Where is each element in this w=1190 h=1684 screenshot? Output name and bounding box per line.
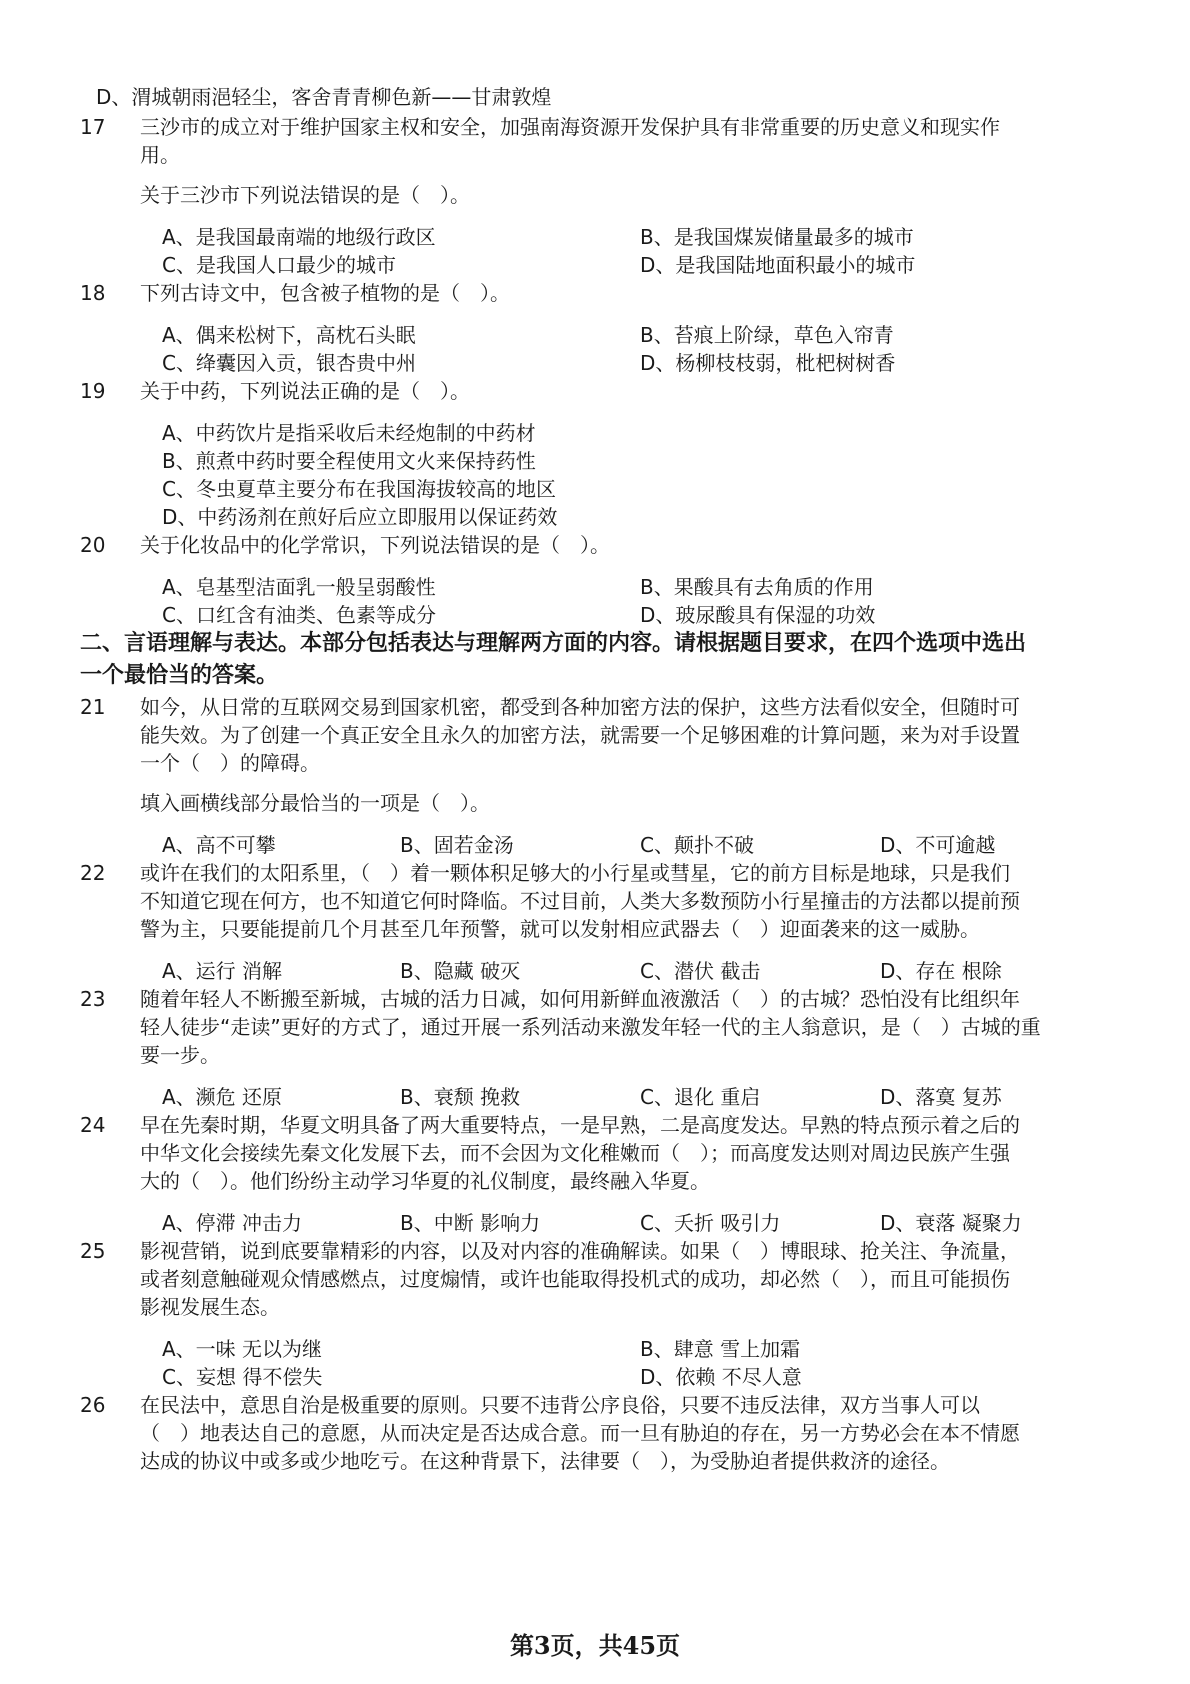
question-19-stem: 关于中药，下列说法正确的是（ ）。	[140, 379, 470, 403]
section-2-heading-line-2: 一个最恰当的答案。	[80, 663, 279, 688]
question-25-option-b[interactable]: B、肆意 雪上加霜	[640, 1337, 801, 1361]
question-21-option-b[interactable]: B、固若金汤	[400, 833, 514, 857]
question-21-stem-line-1: 如今，从日常的互联网交易到国家机密，都受到各种加密方法的保护，这些方法看似安全，但随时可	[140, 695, 1020, 719]
question-17-option-a[interactable]: A、是我国最南端的地级行政区	[162, 225, 436, 249]
question-24-option-d[interactable]: D、衰落 凝聚力	[880, 1211, 1022, 1235]
question-26-stem-line-3: 达成的协议中或多或少地吃亏。在这种背景下，法律要（ ），为受胁迫者提供救济的途径。	[140, 1449, 950, 1473]
question-21-option-c[interactable]: C、颠扑不破	[640, 833, 754, 857]
question-21-number: 21	[80, 695, 106, 719]
question-21-option-a[interactable]: A、高不可攀	[162, 833, 276, 857]
question-22-option-b[interactable]: B、隐藏 破灭	[400, 959, 521, 983]
question-25-option-a[interactable]: A、一味 无以为继	[162, 1337, 323, 1361]
question-23-stem-line-1: 随着年轻人不断搬至新城，古城的活力日减，如何用新鲜血液激活（ ）的古城？恐怕没有比组织年	[140, 987, 1020, 1011]
question-20-option-c[interactable]: C、口红含有油类、色素等成分	[162, 603, 436, 627]
question-21-stem-line-2: 能失效。为了创建一个真正安全且永久的加密方法，就需要一个足够困难的计算问题，来为对手设置	[140, 723, 1020, 747]
question-19-option-b[interactable]: B、煎煮中药时要全程使用文火来保持药性	[162, 449, 536, 473]
question-18-option-a[interactable]: A、偶来松树下，高枕石头眠	[162, 323, 416, 347]
question-17-number: 17	[80, 115, 106, 139]
question-24-option-a[interactable]: A、停滞 冲击力	[162, 1211, 303, 1235]
question-20-number: 20	[80, 533, 106, 557]
question-19-option-d[interactable]: D、中药汤剂在煎好后应立即服用以保证药效	[162, 505, 558, 529]
question-19-number: 19	[80, 379, 106, 403]
question-22-number: 22	[80, 861, 106, 885]
question-17-option-d[interactable]: D、是我国陆地面积最小的城市	[640, 253, 916, 277]
page-footer: 第3页，共45页	[509, 1631, 681, 1660]
question-18-option-b[interactable]: B、苔痕上阶绿，草色入帘青	[640, 323, 894, 347]
question-23-option-a[interactable]: A、濒危 还原	[162, 1085, 283, 1109]
question-17-option-b[interactable]: B、是我国煤炭储量最多的城市	[640, 225, 914, 249]
question-19-option-a[interactable]: A、中药饮片是指采收后未经炮制的中药材	[162, 421, 536, 445]
section-2-heading-line-1: 二、言语理解与表达。本部分包括表达与理解两方面的内容。请根据题目要求，在四个选项中选出	[80, 631, 1027, 656]
question-22-option-c[interactable]: C、潜伏 截击	[640, 959, 761, 983]
question-25-number: 25	[80, 1239, 106, 1263]
question-17-option-c[interactable]: C、是我国人口最少的城市	[162, 253, 396, 277]
question-23-option-b[interactable]: B、衰颓 挽救	[400, 1085, 521, 1109]
question-24-option-c[interactable]: C、夭折 吸引力	[640, 1211, 781, 1235]
question-17-prompt: 关于三沙市下列说法错误的是（ ）。	[140, 183, 470, 207]
question-19-option-c[interactable]: C、冬虫夏草主要分布在我国海拔较高的地区	[162, 477, 556, 501]
question-20-option-b[interactable]: B、果酸具有去角质的作用	[640, 575, 874, 599]
lead-option-d: D、渭城朝雨浥轻尘，客舍青青柳色新——甘肃敦煌	[96, 85, 552, 109]
question-25-stem-line-2: 或者刻意触碰观众情感燃点，过度煽情，或许也能取得投机式的成功，却必然（ ），而且可能损伤	[140, 1267, 1010, 1291]
question-25-stem-line-1: 影视营销，说到底要靠精彩的内容，以及对内容的准确解读。如果（ ）博眼球、抢关注、争流量，	[140, 1239, 1020, 1263]
question-26-stem-line-2: （ ）地表达自己的意愿，从而决定是否达成合意。而一旦有胁迫的存在，另一方势必会在本不情愿	[140, 1421, 1020, 1445]
question-25-option-c[interactable]: C、妄想 得不偿失	[162, 1365, 323, 1389]
question-18-number: 18	[80, 281, 106, 305]
question-21-option-d[interactable]: D、不可逾越	[880, 833, 996, 857]
question-18-option-c[interactable]: C、绛囊因入贡，银杏贵中州	[162, 351, 416, 375]
question-22-option-d[interactable]: D、存在 根除	[880, 959, 1002, 983]
question-22-stem-line-2: 不知道它现在何方，也不知道它何时降临。不过目前，人类大多数预防小行星撞击的方法都以提前预	[140, 889, 1020, 913]
question-23-number: 23	[80, 987, 106, 1011]
question-20-stem: 关于化妆品中的化学常识，下列说法错误的是（ ）。	[140, 533, 610, 557]
question-23-option-c[interactable]: C、退化 重启	[640, 1085, 761, 1109]
question-25-stem-line-3: 影视发展生态。	[140, 1295, 280, 1319]
question-17-stem-line-2: 用。	[140, 143, 180, 167]
question-24-option-b[interactable]: B、中断 影响力	[400, 1211, 541, 1235]
question-20-option-d[interactable]: D、玻尿酸具有保湿的功效	[640, 603, 876, 627]
question-22-option-a[interactable]: A、运行 消解	[162, 959, 283, 983]
question-24-stem-line-3: 大的（ ）。他们纷纷主动学习华夏的礼仪制度，最终融入华夏。	[140, 1169, 710, 1193]
question-21-stem-line-3: 一个（ ）的障碍。	[140, 751, 320, 775]
question-21-prompt: 填入画横线部分最恰当的一项是（ ）。	[140, 791, 490, 815]
question-26-number: 26	[80, 1393, 106, 1417]
question-23-stem-line-3: 要一步。	[140, 1043, 220, 1067]
question-23-stem-line-2: 轻人徒步“走读”更好的方式了，通过开展一系列活动来激发年轻一代的主人翁意识，是（ ）古城的重	[140, 1015, 1041, 1039]
question-24-number: 24	[80, 1113, 106, 1137]
question-24-stem-line-1: 早在先秦时期，华夏文明具备了两大重要特点，一是早熟，二是高度发达。早熟的特点预示着之后的	[140, 1113, 1020, 1137]
question-20-option-a[interactable]: A、皂基型洁面乳一般呈弱酸性	[162, 575, 436, 599]
question-18-option-d[interactable]: D、杨柳枝枝弱，枇杷树树香	[640, 351, 896, 375]
question-24-stem-line-2: 中华文化会接续先秦文化发展下去，而不会因为文化稚嫩而（ ）；而高度发达则对周边民族产生强	[140, 1141, 1010, 1165]
question-25-option-d[interactable]: D、依赖 不尽人意	[640, 1365, 802, 1389]
question-23-option-d[interactable]: D、落寞 复苏	[880, 1085, 1002, 1109]
question-22-stem-line-3: 警为主，只要能提前几个月甚至几年预警，就可以发射相应武器去（ ）迎面袭来的这一威胁。	[140, 917, 980, 941]
question-26-stem-line-1: 在民法中，意思自治是极重要的原则。只要不违背公序良俗，只要不违反法律，双方当事人可以	[140, 1393, 980, 1417]
question-17-stem-line-1: 三沙市的成立对于维护国家主权和安全，加强南海资源开发保护具有非常重要的历史意义和现实作	[140, 115, 1000, 139]
question-22-stem-line-1: 或许在我们的太阳系里，（ ）着一颗体积足够大的小行星或彗星，它的前方目标是地球，只是我们	[140, 861, 1010, 885]
question-18-stem: 下列古诗文中，包含被子植物的是（ ）。	[140, 281, 510, 305]
